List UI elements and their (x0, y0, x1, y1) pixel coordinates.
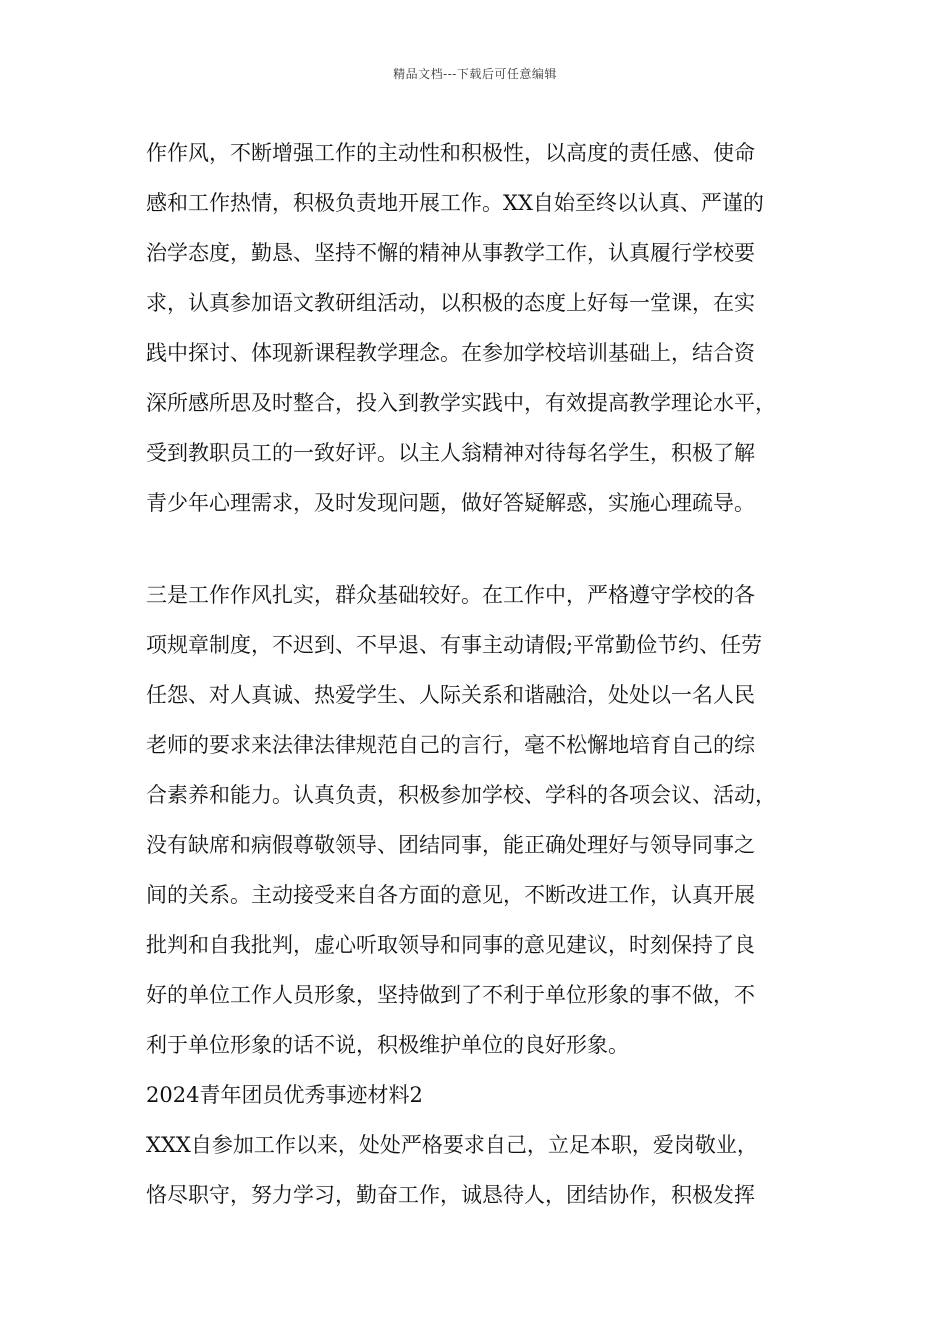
paragraph-1 (146, 128, 826, 528)
text-line: 利于单位形象的话不说，积极维护单位的良好形象。 (146, 1033, 629, 1057)
text-line: 青少年心理需求，及时发现问题，做好答疑解惑，实施心理疏导。 (146, 491, 755, 515)
text-line: 三是工作作风扎实，群众基础较好。在工作中，严格遵守学校的各 (146, 583, 755, 607)
paragraph-2 (146, 570, 826, 1070)
text-line: 批判和自我批判，虚心听取领导和同事的意见建议，时刻保持了良 (146, 933, 755, 957)
text-line: 好的单位工作人员形象，坚持做到了不利于单位形象的事不做，不 (146, 983, 755, 1007)
text-line: 项规章制度，不迟到、不早退、有事主动请假;平常勤俭节约、任劳 (146, 633, 763, 657)
document-body (146, 128, 826, 1220)
text-line: 老师的要求来法律法律规范自己的言行，毫不松懈地培育自己的综 (146, 733, 755, 757)
text-line: 没有缺席和病假尊敬领导、团结同事，能正确处理好与领导同事之 (146, 833, 755, 857)
text-line: 感和工作热情，积极负责地开展工作。XX自始至终以认真、严谨的 (146, 191, 764, 215)
text-line: 受到教职员工的一致好评。以主人翁精神对待每名学生，积极了解 (146, 441, 755, 465)
text-line: XXX自参加工作以来，处处严格要求自己，立足本职，爱岗敬业， (146, 1133, 758, 1157)
text-line: 深所感所思及时整合，投入到教学实践中，有效提高教学理论水平， (146, 391, 776, 415)
text-line: 间的关系。主动接受来自各方面的意见，不断改进工作，认真开展 (146, 883, 755, 907)
text-line: 践中探讨、体现新课程教学理念。在参加学校培训基础上，结合资 (146, 341, 755, 365)
page-header: 精品文档---下载后可任意编辑 (393, 67, 557, 81)
text-line: 求，认真参加语文教研组活动，以积极的态度上好每一堂课，在实 (146, 291, 755, 315)
text-line: 任怨、对人真诚、热爱学生、人际关系和谐融洽，处处以一名人民 (146, 683, 755, 707)
text-line: 作作风，不断增强工作的主动性和积极性，以高度的责任感、使命 (146, 141, 755, 165)
section-title: 2024青年团员优秀事迹材料2 (146, 1083, 423, 1107)
paragraph-3 (146, 1120, 826, 1220)
text-line: 恪尽职守，努力学习，勤奋工作，诚恳待人，团结协作，积极发挥 (146, 1183, 755, 1207)
text-line: 合素养和能力。认真负责，积极参加学校、学科的各项会议、活动， (146, 783, 776, 807)
text-line: 治学态度，勤恳、坚持不懈的精神从事教学工作，认真履行学校要 (146, 241, 755, 265)
paragraph-spacer (146, 528, 826, 570)
